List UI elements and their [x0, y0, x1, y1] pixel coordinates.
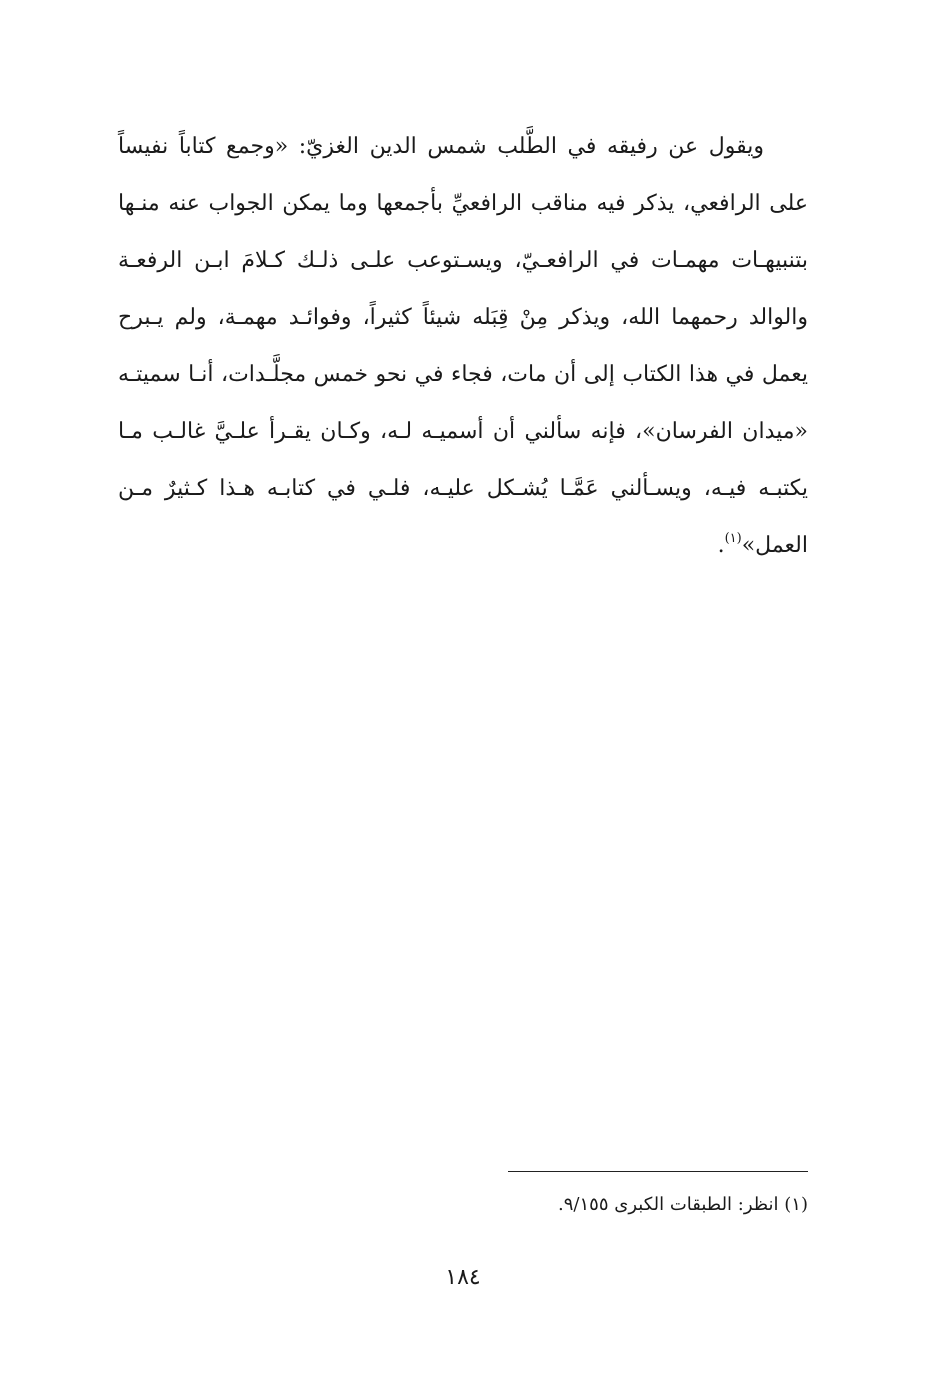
body-line-5: يعمل في هذا الكتاب إلى أن مات، فجاء في نحو خمس مجلَّـدات، أنـا سميتـه — [118, 362, 808, 387]
body-line-4: والوالد رحمهما الله، ويذكر مِنْ قِبَله شيئاً كثيراً، وفوائـد مهمـة، ولم يـبرح — [118, 305, 808, 330]
page-number: ١٨٤ — [445, 1265, 481, 1290]
footnote-separator — [508, 1171, 808, 1172]
body-line-1 — [118, 118, 808, 175]
body-line-8 — [118, 517, 808, 574]
end-punctuation: . — [717, 533, 725, 558]
body-line-2: على الرافعي، يذكر فيه مناقب الرافعيِّ بأجمعها وما يمكن الجواب عنه منـها — [118, 191, 808, 216]
body-paragraph — [118, 118, 808, 574]
body-line-6: «ميدان الفرسان»، فإنه سألني أن أسميـه لـه، وكـان يقـرأ علـيَّ غالـب مـا — [118, 419, 808, 444]
footnote-reference: (١) — [724, 531, 742, 546]
body-line-8-text: العمل» — [741, 533, 808, 558]
body-line-3: بتنبيهـات مهمـات في الرافعـيّ، ويسـتوعب علـى ذلـك كـلامَ ابـن الرفعـة — [118, 248, 808, 273]
footnote-text: (١) انظر: الطبقات الكبرى ٩/١٥٥. — [558, 1194, 808, 1215]
body-line-1-text: ويقول عن رفيقه في الطَّلب شمس الدين الغزيّ: «وجمع كتاباً نفيساً — [118, 134, 764, 159]
body-line-7: يكتبـه فيـه، ويسـألني عَمَّـا يُشـكل عليـه، فلـي في كتابـه هـذا كـثيرٌ مـن — [118, 476, 808, 501]
